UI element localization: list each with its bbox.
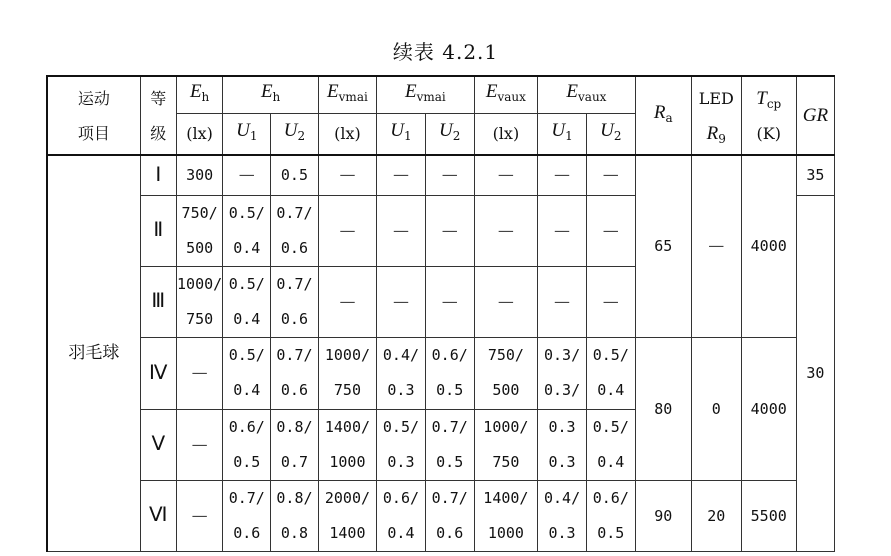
cell-eh-u2 [271, 155, 319, 195]
cell-line: 0.3 [387, 381, 415, 399]
header-evaux: $E_{vaux}$ [474, 76, 538, 113]
cell-eh-u2 [271, 195, 319, 266]
cell-line: 750 [492, 452, 520, 471]
cell-line: 0.6 [233, 523, 261, 542]
cell-evaux [474, 480, 538, 551]
cell-text: — [238, 165, 255, 185]
cell-evmai-u2 [425, 195, 474, 266]
cell-line: 500 [492, 381, 520, 399]
grade-cell: Ⅵ [140, 480, 176, 551]
cell-text: — [602, 165, 619, 185]
cell-line: 1000/ [483, 417, 529, 436]
cell-evmai-u1 [377, 155, 426, 195]
tcp-cell: 5500 [741, 480, 796, 551]
cell-text: — [191, 505, 208, 525]
cell-line: 0.4/ [543, 488, 581, 507]
cell-line: 750/ [181, 203, 218, 222]
header-evmai-uniformity: $E_{vmai}$ [377, 76, 475, 113]
cell-eh-u1 [223, 195, 271, 266]
cell-evmai-u2 [425, 266, 474, 337]
cell-line: 0.4 [233, 309, 261, 328]
tcp-cell: 4000 [741, 337, 796, 480]
cell-text: — [191, 434, 208, 454]
cell-eh-u1 [223, 266, 271, 337]
cell-line: 0.4/ [382, 346, 420, 364]
ra-cell: 80 [635, 337, 691, 480]
header-evmai: $E_{vmai}$ [318, 76, 376, 113]
cell-evaux-u2 [586, 266, 635, 337]
cell-text: — [339, 165, 356, 185]
lighting-standard-table [46, 75, 835, 552]
cell-evaux [474, 155, 538, 195]
grade-cell: Ⅳ [140, 337, 176, 409]
cell-line: 0.4 [233, 381, 261, 399]
cell-line: 0.3 [548, 452, 576, 471]
cell-evaux [474, 409, 538, 480]
cell-line: 0.7/ [276, 274, 313, 293]
cell-evaux-u2 [586, 195, 635, 266]
cell-text: — [554, 220, 571, 240]
cell-line: 0.8 [280, 523, 308, 542]
cell-line: 0.6 [280, 238, 308, 257]
cell-line: 0.5/ [228, 203, 265, 222]
header-evmai-u1: $U_1$ [377, 113, 426, 155]
cell-line: 0.4 [597, 381, 625, 399]
table-caption: 续表 4.2.1 [392, 40, 499, 64]
cell-line: 0.7/ [276, 203, 313, 222]
cell-line: 0.6 [436, 523, 464, 542]
cell-line: 0.8/ [276, 417, 313, 436]
cell-eh-u2 [271, 266, 319, 337]
ra-cell: 65 [635, 155, 691, 337]
cell-line: 0.6/ [592, 488, 629, 507]
cell-line: 0.4 [387, 523, 415, 542]
header-eh-uniformity: $E_h$ [223, 76, 318, 113]
cell-line: 0.6 [280, 381, 308, 399]
header-grade: 等 级 [140, 76, 176, 155]
cell-text: — [497, 220, 514, 240]
gr-cell: 30 [796, 195, 834, 551]
ra-cell: 90 [635, 480, 691, 551]
cell-line: 1000/ [324, 346, 371, 364]
cell-line: 0.3/ [543, 346, 581, 364]
cell-eh [176, 337, 223, 409]
cell-eh [176, 480, 223, 551]
header-sport: 运动 项目 [47, 76, 140, 155]
table-row [47, 480, 835, 551]
cell-evaux-u1 [538, 266, 587, 337]
cell-evmai [318, 155, 376, 195]
gr-cell: 35 [796, 155, 834, 195]
cell-line: 0.4 [233, 238, 261, 257]
cell-text: — [554, 165, 571, 185]
cell-evaux-u2 [586, 155, 635, 195]
header-eh-u2: $U_2$ [271, 113, 319, 155]
cell-evaux-u1 [538, 195, 587, 266]
cell-line: 750/ [487, 346, 524, 364]
header-eh-unit: (lx) [176, 113, 223, 155]
cell-line: 2000/ [324, 488, 371, 507]
cell-evmai [318, 480, 376, 551]
cell-line: 0.3 [548, 417, 576, 436]
cell-eh-u1 [223, 337, 271, 409]
cell-evaux-u2 [586, 337, 635, 409]
cell-line: 0.7/ [228, 488, 265, 507]
cell-eh-u1 [223, 155, 271, 195]
cell-line: 0.5/ [592, 417, 629, 436]
cell-evaux [474, 266, 538, 337]
header-tcp: $T_{cp}$ (K) [741, 76, 796, 155]
cell-line: 0.3 [387, 452, 415, 471]
led-r9-cell: 20 [691, 480, 741, 551]
header-ra: $R_a$ [635, 76, 691, 155]
cell-line: 0.3/ [543, 381, 581, 399]
cell-evmai-u1 [377, 409, 426, 480]
cell-line: 0.5 [436, 381, 464, 399]
cell-evaux [474, 195, 538, 266]
cell-line: 1400/ [324, 417, 371, 436]
cell-text: — [392, 291, 409, 311]
cell-evmai-u1 [377, 195, 426, 266]
cell-text: 300 [186, 166, 214, 185]
cell-eh-u1 [223, 409, 271, 480]
cell-line: 750 [186, 309, 214, 328]
cell-eh [176, 195, 223, 266]
cell-line: 0.7/ [276, 346, 313, 364]
cell-line: 750 [333, 381, 361, 399]
table-row [47, 155, 835, 195]
cell-line: 0.6/ [431, 346, 468, 364]
table-row [47, 337, 835, 409]
grade-cell: Ⅴ [140, 409, 176, 480]
cell-evmai [318, 409, 376, 480]
cell-line: 1000 [329, 452, 366, 471]
cell-text: — [602, 220, 619, 240]
grade-cell: Ⅱ [140, 195, 176, 266]
grade-cell: Ⅲ [140, 266, 176, 337]
cell-evmai-u2 [425, 337, 474, 409]
header-evaux-unit: (lx) [474, 113, 538, 155]
tcp-cell: 4000 [741, 155, 796, 337]
cell-line: 0.6/ [382, 488, 420, 507]
cell-line: 0.8/ [276, 488, 313, 507]
cell-line: 0.5/ [228, 274, 265, 293]
cell-evaux-u2 [586, 409, 635, 480]
cell-line: 0.6/ [228, 417, 265, 436]
header-evaux-uniformity: $E_{vaux}$ [538, 76, 636, 113]
cell-line: 500 [186, 238, 214, 257]
led-r9-cell: 0 [691, 337, 741, 480]
cell-eh [176, 155, 223, 195]
cell-text: 0.5 [280, 166, 308, 185]
cell-text: — [191, 363, 208, 382]
cell-text: — [441, 291, 458, 311]
cell-text: — [339, 291, 356, 311]
cell-eh [176, 266, 223, 337]
header-evmai-u2: $U_2$ [425, 113, 474, 155]
header-eh-u1: $U_1$ [223, 113, 271, 155]
cell-evmai-u1 [377, 266, 426, 337]
cell-text: — [441, 165, 458, 185]
cell-line: 0.5 [597, 523, 625, 542]
cell-eh-u1 [223, 480, 271, 551]
cell-evmai-u1 [377, 337, 426, 409]
cell-evaux-u1 [538, 480, 587, 551]
header-gr: GR [796, 76, 834, 155]
cell-text: — [497, 291, 514, 311]
cell-text: — [392, 165, 409, 185]
cell-line: 0.5/ [228, 346, 265, 364]
cell-evaux-u1 [538, 155, 587, 195]
cell-eh-u2 [271, 480, 319, 551]
header-led-r9: LED $R_9$ [691, 76, 741, 155]
cell-line: 0.6 [280, 309, 308, 328]
cell-text: — [441, 220, 458, 240]
cell-evaux [474, 337, 538, 409]
cell-line: 0.5 [436, 452, 464, 471]
cell-text: — [497, 165, 514, 185]
cell-evmai-u1 [377, 480, 426, 551]
cell-line: 1400 [329, 523, 366, 542]
cell-line: 0.7/ [431, 488, 468, 507]
cell-evmai-u2 [425, 155, 474, 195]
header-evaux-u1: $U_1$ [538, 113, 587, 155]
cell-line: 0.7 [280, 452, 308, 471]
header-eh: $E_h$ [176, 76, 223, 113]
cell-line: 1400/ [483, 488, 529, 507]
cell-evaux-u1 [538, 409, 587, 480]
cell-line: 1000 [487, 523, 524, 542]
cell-line: 1000/ [177, 274, 223, 293]
header-evaux-u2: $U_2$ [586, 113, 635, 155]
cell-line: 0.3 [548, 523, 576, 542]
grade-cell: Ⅰ [140, 155, 176, 195]
led-r9-cell: — [691, 155, 741, 337]
cell-evaux-u1 [538, 337, 587, 409]
cell-text: — [392, 220, 409, 240]
cell-line: 0.4 [597, 452, 625, 471]
cell-line: 0.7/ [431, 417, 468, 436]
cell-text: — [554, 291, 571, 311]
cell-evmai [318, 337, 376, 409]
cell-evmai-u2 [425, 480, 474, 551]
cell-eh [176, 409, 223, 480]
cell-text: — [602, 291, 619, 311]
header-evmai-unit: (lx) [318, 113, 376, 155]
cell-evmai-u2 [425, 409, 474, 480]
cell-line: 0.5 [233, 452, 261, 471]
cell-evaux-u2 [586, 480, 635, 551]
cell-evmai [318, 195, 376, 266]
sport-name-cell: 羽毛球 [47, 155, 140, 551]
cell-eh-u2 [271, 409, 319, 480]
cell-line: 0.5/ [382, 417, 420, 436]
cell-text: — [339, 220, 356, 240]
cell-evmai [318, 266, 376, 337]
cell-eh-u2 [271, 337, 319, 409]
cell-line: 0.5/ [592, 346, 629, 364]
